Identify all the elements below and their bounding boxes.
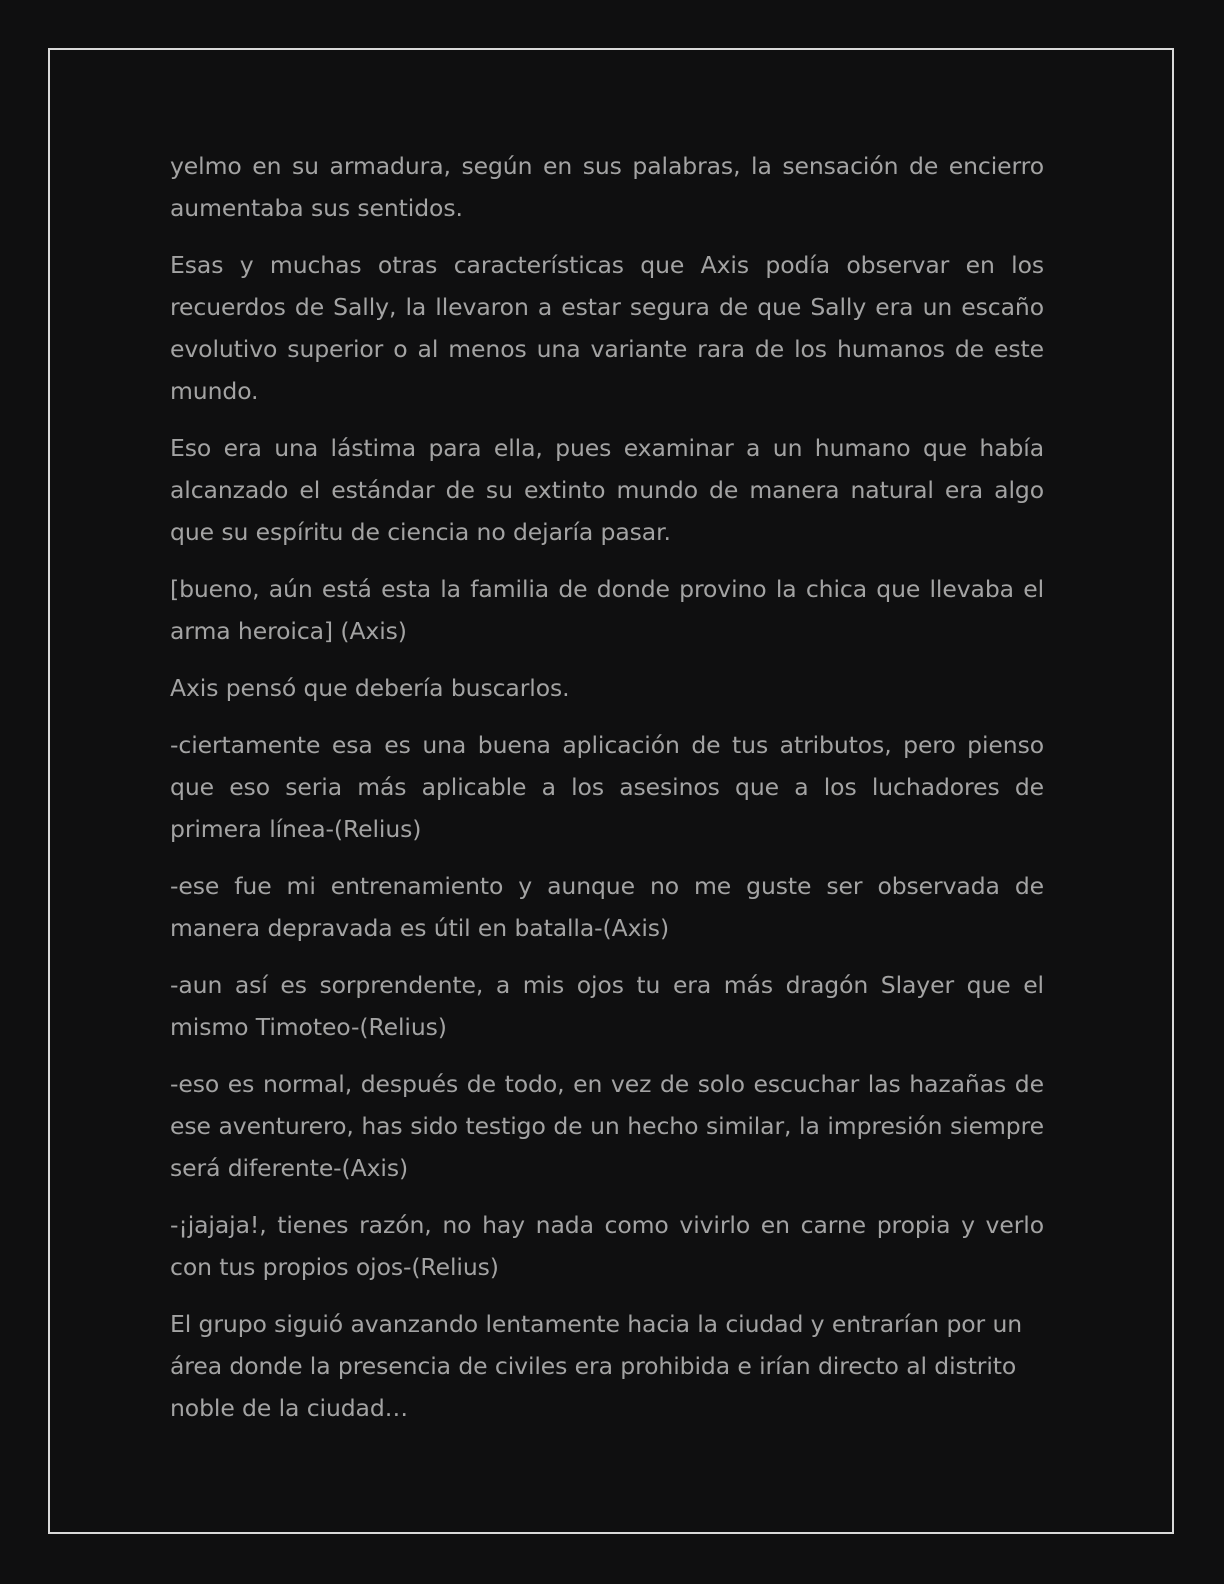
paragraph: El grupo siguió avanzando lentamente hacia la ciudad y entrarían por un área donde la presencia de civiles era prohibida e irían directo al distrito noble de la ciudad… — [170, 1310, 1023, 1422]
paragraph: yelmo en su armadura, según en sus palabras, la sensación de encierro aumentaba sus sentidos. — [170, 152, 1044, 222]
page-content — [170, 145, 1044, 1444]
paragraph: -¡jajaja!, tienes razón, no hay nada como vivirlo en carne propia y verlo con tus propios ojos-(Relius) — [170, 1211, 1044, 1281]
paragraph: -eso es normal, después de todo, en vez de solo escuchar las hazañas de ese aventurero, has sido testigo de un hecho similar, la impresión siempre será diferente-(Axis) — [170, 1070, 1044, 1182]
paragraph: Eso era una lástima para ella, pues examinar a un humano que había alcanzado el estándar de su extinto mundo de manera natural era algo que su espíritu de ciencia no dejaría pasar. — [170, 434, 1044, 546]
paragraph: -ese fue mi entrenamiento y aunque no me guste ser observada de manera depravada es útil en batalla-(Axis) — [170, 872, 1044, 942]
paragraph: -ciertamente esa es una buena aplicación de tus atributos, pero pienso que eso seria más aplicable a los asesinos que a los luchadores de primera línea-(Relius) — [170, 731, 1044, 843]
page-frame — [48, 48, 1174, 1534]
paragraph: Esas y muchas otras características que Axis podía observar en los recuerdos de Sally, la llevaron a estar segura de que Sally era un escaño evolutivo superior o al menos una variante rara de los humanos de este mundo. — [170, 251, 1044, 405]
paragraph: Axis pensó que debería buscarlos. — [170, 674, 570, 702]
paragraph: -aun así es sorprendente, a mis ojos tu era más dragón Slayer que el mismo Timoteo-(Relius) — [170, 971, 1044, 1041]
paragraph: [bueno, aún está esta la familia de donde provino la chica que llevaba el arma heroica] (Axis) — [170, 575, 1044, 645]
